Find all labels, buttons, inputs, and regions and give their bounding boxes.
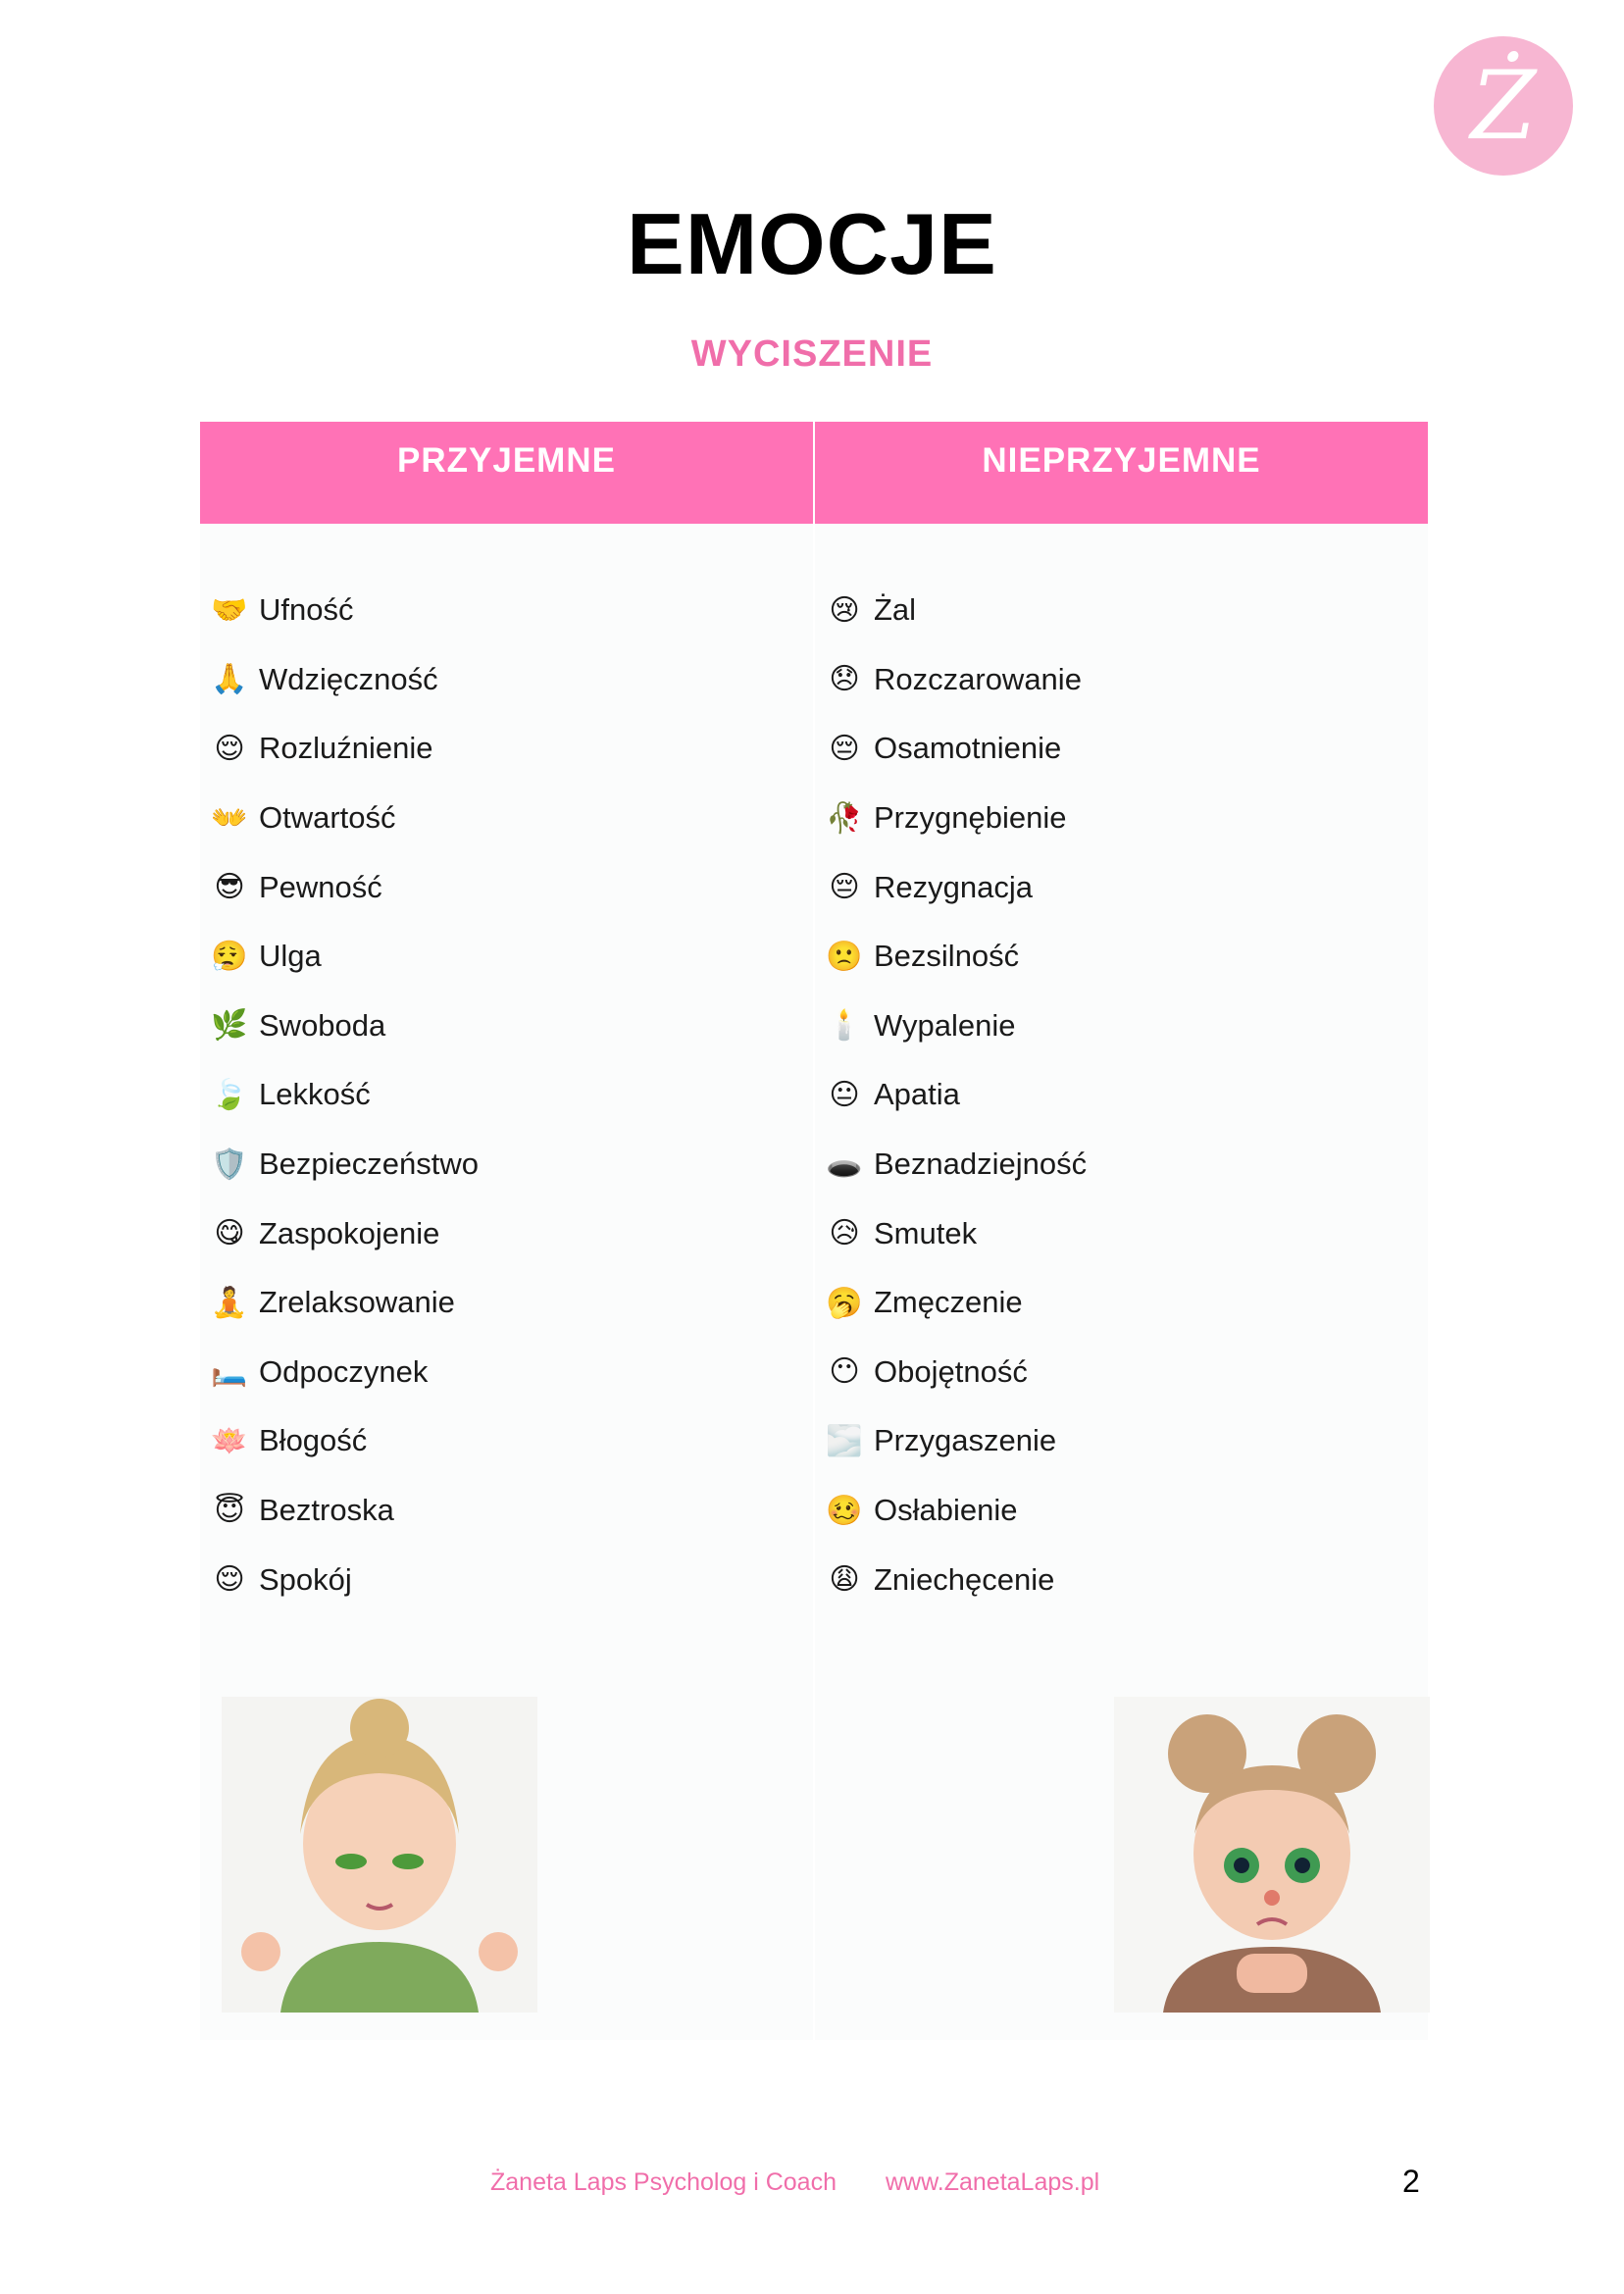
emotion-emoji-icon: 🪷 [211, 1423, 248, 1458]
emotion-label: Przygaszenie [874, 1423, 1057, 1458]
emotion-label: Bezpieczeństwo [259, 1147, 480, 1182]
emotion-item [827, 1545, 1428, 1614]
emotion-label: Beznadziejność [874, 1147, 1088, 1182]
emotion-label: Apatia [874, 1077, 960, 1112]
emotion-emoji-icon: 🛏️ [211, 1354, 248, 1390]
emotion-item [827, 1338, 1428, 1407]
page-title: EMOCJE [627, 195, 997, 292]
brand-logo [1434, 36, 1573, 176]
emotion-item [212, 1545, 813, 1614]
emotion-label: Rozluźnienie [259, 731, 433, 766]
emotion-item [212, 992, 813, 1061]
emotion-label: Osamotnienie [874, 731, 1062, 766]
emotion-item [212, 1406, 813, 1476]
emotion-emoji-icon: 😎 [214, 870, 245, 905]
emotion-item [827, 852, 1428, 922]
unpleasant-list [827, 576, 1428, 1614]
emotion-item [827, 992, 1428, 1061]
emotion-item [827, 714, 1428, 784]
emotion-label: Zniechęcenie [874, 1561, 1055, 1597]
emotion-emoji-icon: 👐 [211, 800, 248, 836]
sad-girl-illustration [1114, 1697, 1430, 2013]
emotion-label: Wdzięczność [259, 661, 438, 696]
emotion-emoji-icon: 😞 [829, 662, 860, 697]
emotion-item [827, 1060, 1428, 1130]
emotion-label: Obojętność [874, 1353, 1028, 1389]
emotion-item [212, 1476, 813, 1546]
emotion-emoji-icon: 🧘 [211, 1285, 248, 1320]
emotion-emoji-icon: 😔 [829, 870, 860, 905]
emotion-item [212, 852, 813, 922]
emotion-emoji-icon: 🕯️ [826, 1008, 863, 1044]
emotion-item [212, 1130, 813, 1199]
emotion-emoji-icon: 🛡️ [211, 1147, 248, 1182]
calm-girl-illustration [222, 1697, 537, 2013]
emotion-item [212, 1268, 813, 1338]
emotion-item [212, 714, 813, 784]
emotion-label: Spokój [259, 1561, 352, 1597]
emotion-item [212, 576, 813, 645]
emotion-emoji-icon: 😋 [214, 1216, 245, 1251]
emotion-item [827, 784, 1428, 853]
emotion-label: Lekkość [259, 1077, 371, 1112]
emotion-emoji-icon: 😔 [829, 731, 860, 766]
emotion-emoji-icon: 😮‍💨 [211, 939, 248, 974]
emotion-label: Odpoczynek [259, 1353, 429, 1389]
emotion-label: Otwartość [259, 800, 396, 836]
emotion-emoji-icon: 😇 [214, 1493, 245, 1528]
emotion-item [212, 784, 813, 853]
emotion-item [827, 1198, 1428, 1268]
emotion-emoji-icon: 🌿 [211, 1008, 248, 1044]
emotion-label: Rozczarowanie [874, 661, 1082, 696]
emotion-emoji-icon: 😌 [214, 1562, 245, 1598]
emotion-label: Ufność [259, 592, 354, 628]
logo-letter: Ż [1470, 51, 1537, 161]
emotion-label: Zaspokojenie [259, 1215, 440, 1250]
emotion-label: Smutek [874, 1215, 978, 1250]
emotion-label: Rezygnacja [874, 869, 1033, 904]
emotion-label: Przygnębienie [874, 800, 1067, 836]
emotion-label: Ulga [259, 939, 322, 974]
emotion-label: Osłabienie [874, 1493, 1018, 1528]
page-number: 2 [1402, 2164, 1420, 2199]
emotion-emoji-icon: 😥 [829, 1216, 860, 1251]
emotion-emoji-icon: 🥀 [826, 800, 863, 836]
emotion-emoji-icon: 🍃 [211, 1077, 248, 1112]
emotion-item [827, 922, 1428, 992]
emotion-emoji-icon: 🙁 [826, 939, 863, 974]
emotion-item [827, 1268, 1428, 1338]
emotion-item [212, 922, 813, 992]
emotion-label: Wypalenie [874, 1007, 1016, 1043]
emotion-item [827, 576, 1428, 645]
emotion-label: Zrelaksowanie [259, 1285, 455, 1320]
emotion-label: Bezsilność [874, 939, 1020, 974]
emotion-emoji-icon: 😌 [214, 731, 245, 766]
emotion-label: Swoboda [259, 1007, 386, 1043]
emotion-label: Żal [874, 592, 917, 628]
emotion-item [212, 1198, 813, 1268]
pleasant-list [212, 576, 813, 1614]
emotion-emoji-icon: 😢 [829, 592, 860, 628]
emotion-emoji-icon: 🌫️ [826, 1423, 863, 1458]
footer-author: Żaneta Laps Psycholog i Coach [490, 2168, 837, 2196]
emotion-emoji-icon: 🥱 [826, 1285, 863, 1320]
emotion-emoji-icon: 🤝 [211, 592, 248, 628]
emotion-label: Beztroska [259, 1493, 394, 1528]
emotion-item [212, 645, 813, 715]
emotion-label: Pewność [259, 869, 382, 904]
emotion-item [212, 1338, 813, 1407]
emotion-emoji-icon: 🥴 [826, 1493, 863, 1528]
emotion-emoji-icon: 😐 [829, 1077, 860, 1112]
emotion-item [827, 1476, 1428, 1546]
emotion-emoji-icon: 😶 [829, 1354, 860, 1390]
emotion-label: Błogość [259, 1423, 368, 1458]
emotion-emoji-icon: 😩 [829, 1562, 860, 1598]
footer-website-link[interactable]: www.ZanetaLaps.pl [886, 2168, 1100, 2196]
emotion-item [212, 1060, 813, 1130]
emotion-label: Zmęczenie [874, 1285, 1023, 1320]
emotion-item [827, 1406, 1428, 1476]
emotion-item [827, 1130, 1428, 1199]
unpleasant-header: NIEPRZYJEMNE [815, 422, 1428, 524]
emotion-item [827, 645, 1428, 715]
pleasant-header: PRZYJEMNE [200, 422, 813, 524]
page-subtitle: WYCISZENIE [690, 333, 934, 375]
emotion-emoji-icon: 🙏 [211, 662, 248, 697]
emotion-emoji-icon: 🕳️ [826, 1147, 863, 1182]
